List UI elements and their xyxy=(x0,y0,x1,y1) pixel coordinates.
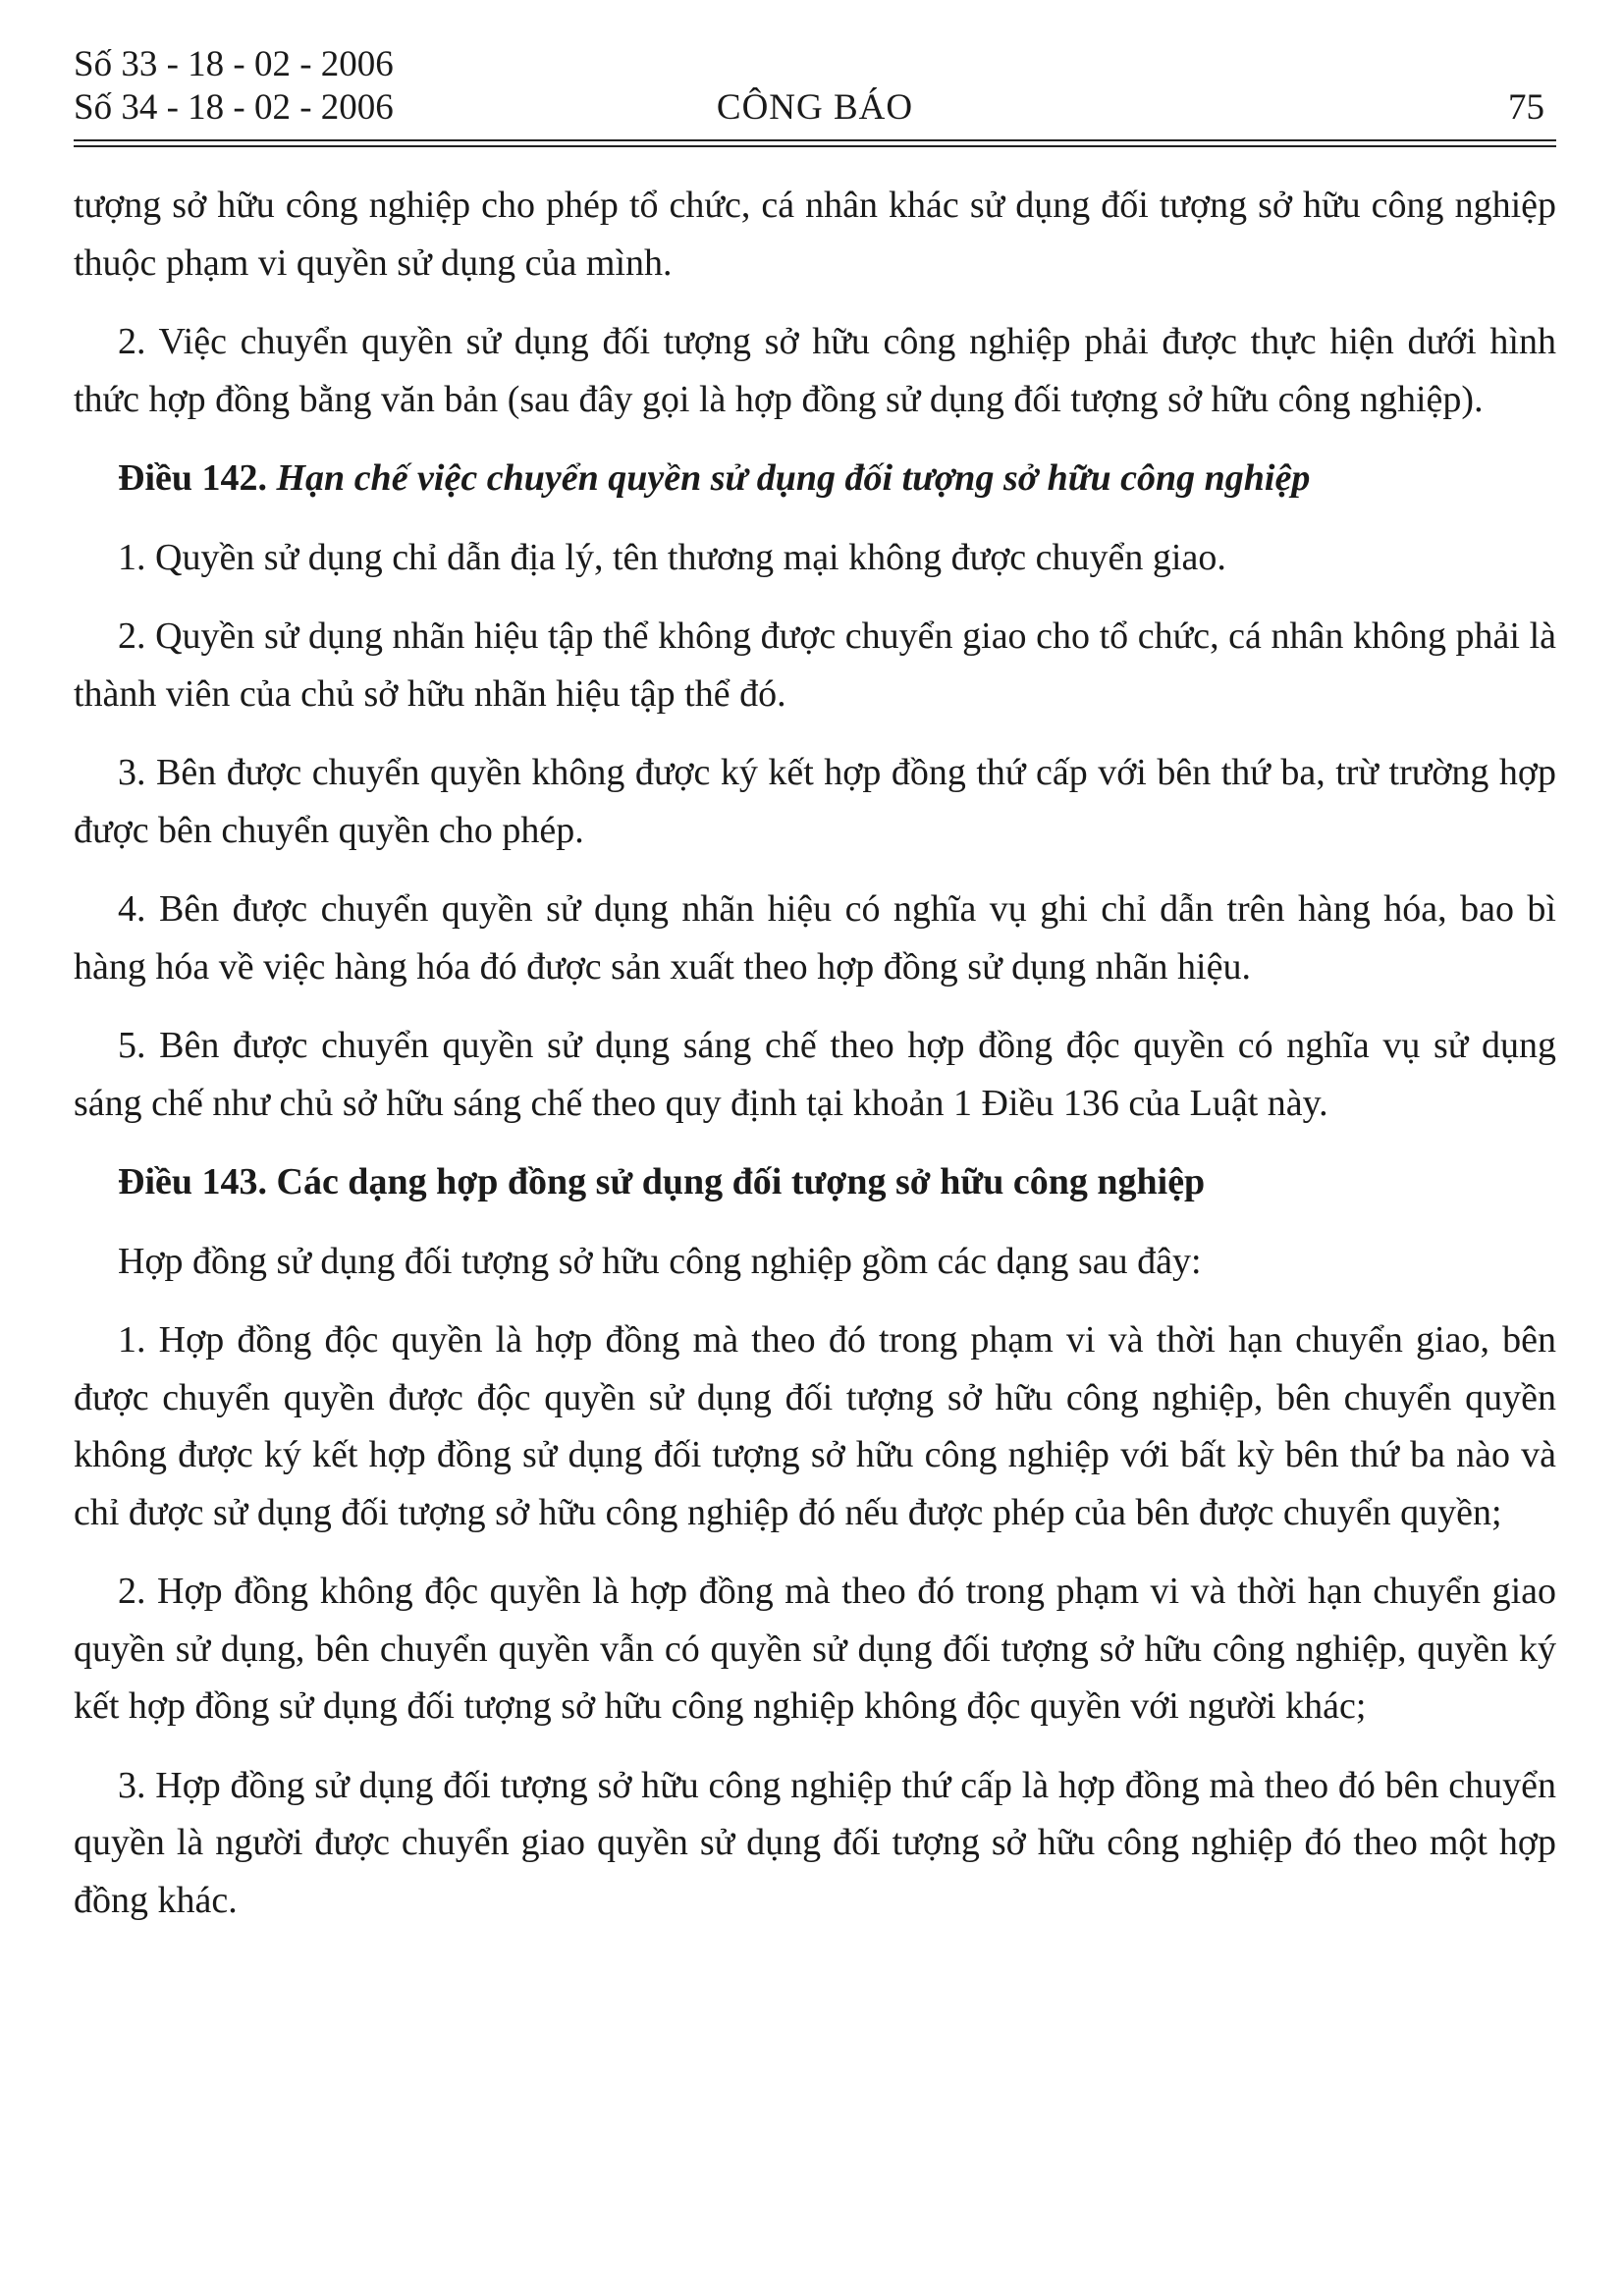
article-142-heading xyxy=(74,450,1556,507)
article-142-title: Hạn chế việc chuyển quyền sử dụng đối tượng sở hữu công nghiệp xyxy=(276,457,1311,499)
article-142-clause-1: 1. Quyền sử dụng chỉ dẫn địa lý, tên thương mại không được chuyển giao. xyxy=(118,536,1226,578)
article-142-clause-5: 5. Bên được chuyển quyền sử dụng sáng chế theo hợp đồng độc quyền có nghĩa vụ sử dụng sáng chế như chủ sở hữu sáng chế theo quy định tại khoản 1 Điều 136 của Luật này. xyxy=(74,1025,1556,1124)
article-143-intro: Hợp đồng sử dụng đối tượng sở hữu công nghiệp gồm các dạng sau đây: xyxy=(118,1240,1202,1282)
header-rule-top xyxy=(74,139,1556,141)
article-143-clause-1: 1. Hợp đồng độc quyền là hợp đồng mà theo đó trong phạm vi và thời hạn chuyển giao, bên được chuyển quyền được độc quyền sử dụng đối tượng sở hữu công nghiệp, bên chuyển quyền không được ký kết hợp đồng sử dụng đối tượng sở hữu công nghiệp với bất kỳ bên thứ ba nào và chỉ được sử dụng đối tượng sở hữu công nghiệp đó nếu được phép của bên được chuyển quyền; xyxy=(74,1319,1556,1533)
article-143-clause-2: 2. Hợp đồng không độc quyền là hợp đồng mà theo đó trong phạm vi và thời hạn chuyển giao quyền sử dụng, bên chuyển quyền vẫn có quyền sử dụng đối tượng sở hữu công nghiệp, quyền ký kết hợp đồng sử dụng đối tượng sở hữu công nghiệp không độc quyền với người khác; xyxy=(74,1571,1556,1727)
article-142-clause-4: 4. Bên được chuyển quyền sử dụng nhãn hiệu có nghĩa vụ ghi chỉ dẫn trên hàng hóa, bao bì hàng hóa về việc hàng hóa đó được sản xuất theo hợp đồng sử dụng nhãn hiệu. xyxy=(74,888,1556,988)
article-143-clause-3: 3. Hợp đồng sử dụng đối tượng sở hữu công nghiệp thứ cấp là hợp đồng mà theo đó bên chuyển quyền là người được chuyển giao quyền sử dụng đối tượng sở hữu công nghiệp đó theo một hợp đồng khác. xyxy=(74,1764,1556,1921)
paragraph-continued: tượng sở hữu công nghiệp cho phép tổ chức, cá nhân khác sử dụng đối tượng sở hữu công nghiệp thuộc phạm vi quyền sử dụng của mình. xyxy=(74,185,1556,284)
issue-number-line-1: Số 33 - 18 - 02 - 2006 xyxy=(74,44,394,84)
article-142-clause-2: 2. Quyền sử dụng nhãn hiệu tập thể không được chuyển giao cho tổ chức, cá nhân không phải là thành viên của chủ sở hữu nhãn hiệu tập thể đó. xyxy=(74,615,1556,715)
page-number: 75 xyxy=(1508,87,1544,128)
article-142-clause-3: 3. Bên được chuyển quyền không được ký kết hợp đồng thứ cấp với bên thứ ba, trừ trường hợp được bên chuyển quyền cho phép. xyxy=(74,752,1556,851)
issue-number-line-2: Số 34 - 18 - 02 - 2006 xyxy=(74,87,394,128)
publication-title: CÔNG BÁO xyxy=(716,87,914,128)
paragraph-clause-2: 2. Việc chuyển quyền sử dụng đối tượng sở hữu công nghiệp phải được thực hiện dưới hình thức hợp đồng bằng văn bản (sau đây gọi là hợp đồng sử dụng đối tượng sở hữu công nghiệp). xyxy=(74,321,1556,420)
header-rule-bottom xyxy=(74,145,1556,147)
article-142-number: Điều 142. xyxy=(118,457,267,499)
article-143-heading: Điều 143. Các dạng hợp đồng sử dụng đối tượng sở hữu công nghiệp xyxy=(118,1161,1206,1202)
document-body xyxy=(74,177,1556,1950)
page-header xyxy=(74,39,1556,137)
